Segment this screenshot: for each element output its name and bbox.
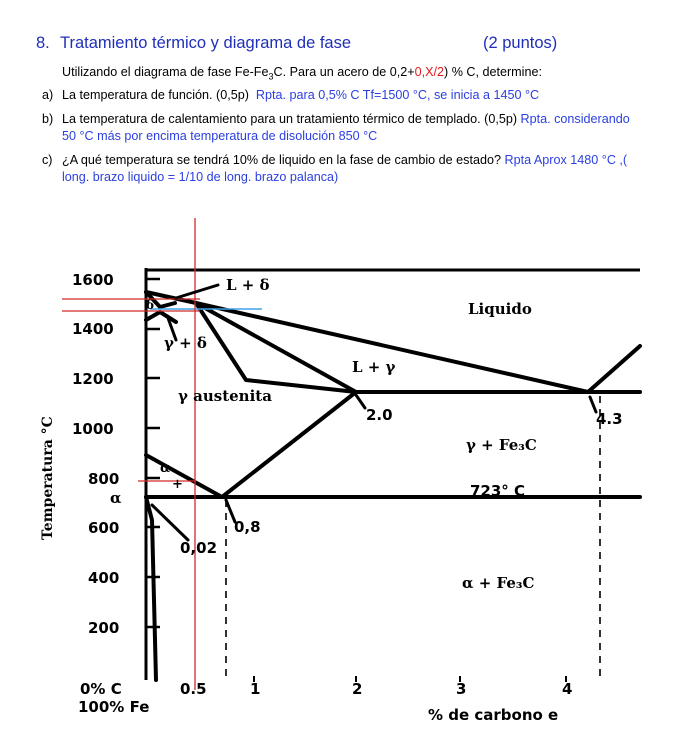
label-alpha-gamma-plus: + [172, 477, 183, 492]
label-0-8: 0,8 [234, 518, 261, 536]
label-l-delta: L + δ [226, 276, 270, 294]
intro-variable: 0,X/2 [414, 65, 444, 79]
label-liquid: Liquido [468, 300, 532, 318]
item-label: c) [42, 153, 53, 167]
label-4-3: 4.3 [596, 410, 623, 428]
intro-text-3: ) % C, determine: [444, 65, 542, 79]
x-tick-label: 0.5 [180, 680, 207, 698]
item-answer: Rpta. considerando 50 °C más por encima temperatura de disolución 850 °C [62, 112, 630, 143]
y-tick-label: 1000 [72, 420, 114, 438]
item-answer: Rpta. para 0,5% C Tf=1500 °C, se inicia a 1450 °C [255, 88, 540, 102]
question-points: (2 puntos) [483, 34, 558, 52]
label-0-02: 0,02 [180, 539, 218, 557]
item-label: a) [42, 88, 54, 102]
l-delta-pointer [176, 285, 218, 298]
item-label: b) [42, 112, 54, 126]
pointer-0-02 [152, 505, 188, 540]
a3-line [146, 455, 222, 497]
x-axis-label: % de carbono e [428, 706, 559, 724]
label-2-0: 2.0 [366, 406, 393, 424]
label-alpha-fe3c: α + Fe₃C [462, 574, 535, 592]
liquidus-right [588, 346, 640, 392]
gamma-delta-left [146, 312, 176, 322]
acm-line [222, 392, 356, 497]
item-text: La temperatura de calentamiento para un tratamiento térmico de templado. (0,5p) [62, 112, 518, 126]
y-tick-label: 1600 [72, 271, 114, 289]
y-tick-label: 200 [88, 619, 120, 637]
item-answer: Rpta Aprox 1480 °C ,( long. brazo liquido = 1/10 de long. brazo palanca) [62, 153, 628, 184]
question-number: 8. [36, 34, 50, 52]
label-eutectoid-temp: 723° C [470, 482, 526, 500]
y-tick-label: 800 [88, 470, 120, 488]
label-l-gamma: L + γ [352, 358, 396, 376]
item-text: La temperatura de función. (0,5p) [62, 88, 249, 102]
y-tick-label: 1400 [72, 320, 114, 338]
label-alpha: α [160, 461, 171, 476]
label-austenite: γ austenita [178, 387, 272, 405]
x-tick-label: 2 [352, 680, 363, 698]
label-alpha-side: α [110, 489, 122, 507]
intro-subscript: 3 [268, 71, 274, 82]
pointer-2-0 [356, 395, 365, 408]
label-gamma-delta: γ + δ [164, 334, 207, 352]
x-origin-label: 0% C [80, 680, 122, 698]
intro-text-1: Utilizando el diagrama de fase Fe-Fe [62, 65, 269, 79]
intro-text-2: C. Para un acero de 0,2+ [273, 65, 415, 79]
label-gamma-fe3c: γ + Fe₃C [466, 436, 537, 454]
x-tick-label: 3 [456, 680, 467, 698]
x-origin-label-2: 100% Fe [78, 698, 150, 716]
x-tick-label: 1 [250, 680, 261, 698]
y-axis-label: Temperatura °C [40, 416, 56, 540]
y-tick-label: 400 [88, 569, 120, 587]
y-tick-label: 600 [88, 519, 120, 537]
item-text: ¿A qué temperatura se tendrá 10% de liquido en la fase de cambio de estado? [62, 153, 501, 167]
x-tick-label: 4 [562, 680, 573, 698]
label-delta: δ [146, 298, 155, 312]
y-tick-label: 1200 [72, 370, 114, 388]
question-title-text: Tratamiento térmico y diagrama de fase [60, 34, 352, 52]
